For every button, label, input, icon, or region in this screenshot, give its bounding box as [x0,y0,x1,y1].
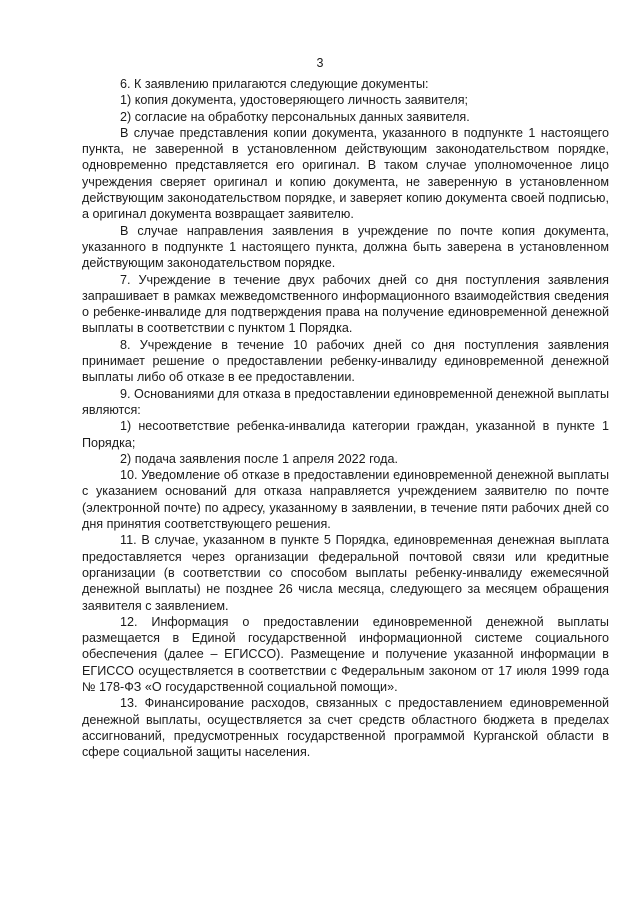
paragraph-7: 7. Учреждение в течение двух рабочих дней со дня поступления заявления запрашивает в рамках межведомственного информационного взаимодействия сведения о ребенке-инвалиде для подтверждения права на получение единовременной денежной выплаты в соответствии с пунктом 1 Порядка. [82,272,609,336]
paragraph-6: 6. К заявлению прилагаются следующие документы: [120,77,429,91]
paragraph-13: 13. Финансирование расходов, связанных с предоставлением единовременной денежной выплаты, осуществляется за счет средств областного бюджета в пределах ассигнований, предусмотренных государственной программой Курганской области в сфере социальной защиты населения. [82,696,609,760]
paragraph-10: 10. Уведомление об отказе в предоставлении единовременной денежной выплаты с указанием оснований для отказа направляется учреждением заявителю по почте (электронной почте) по адресу, указанному в заявлении, в течение пяти рабочих дней со дня принятия соответствующего решения. [82,468,609,532]
paragraph-9: 9. Основаниями для отказа в предоставлении единовременной денежной выплаты являются: [82,386,609,417]
paragraph-9-item-2: 2) подача заявления после 1 апреля 2022 года. [120,451,399,466]
paragraph-6-copy-verification: В случае представления копии документа, указанного в подпункте 1 настоящего пункта, не заверенной в установленном действующим законодательством порядке, одновременно представляется его оригинал. В таком случае уполномоченное лицо учреждения сверяет оригинал и копию документа, не заверенную в установленном действующим законодательством порядке, и заверяет копию документа своей подписью, а оригинал документа возвращает заявителю. [82,125,609,222]
paragraph-12: 12. Информация о предоставлении единовременной денежной выплаты размещается в Единой государственной информационной системе социального обеспечения (далее – ЕГИССО). Размещение и получение указанной информации в ЕГИССО осуществляется в соответствии с Федеральным законом от 17 июля 1999 года № 178-ФЗ «О государственной социальной помощи». [82,614,609,694]
paragraph-9-item-1: 1) несоответствие ребенка-инвалида категории граждан, указанной в пункте 1 Порядка; [82,419,609,450]
page-number: 3 [316,56,324,70]
paragraph-6-postal-copy: В случае направления заявления в учреждение по почте копия документа, указанного в подпункте 1 настоящего пункта, должна быть заверена в установленном действующим законодательством порядке. [82,223,609,271]
paragraph-11: 11. В случае, указанном в пункте 5 Порядка, единовременная денежная выплата предоставляется через организации федеральной почтовой связи или кредитные организации (в соответствии со способом выплаты ребенку-инвалиду ежемесячной денежной выплаты) не позднее 26 числа месяца, следующего за месяцем обращения заявителя с заявлением. [82,533,609,613]
paragraph-6-item-1: 1) копия документа, удостоверяющего личность заявителя; [120,93,469,108]
paragraph-6-item-2: 2) согласие на обработку персональных данных заявителя. [120,109,470,124]
document-body [82,76,609,760]
paragraph-8: 8. Учреждение в течение 10 рабочих дней со дня поступления заявления принимает решение о предоставлении ребенку-инвалиду единовременной денежной выплаты либо об отказе в ее предоставлении. [82,337,609,385]
